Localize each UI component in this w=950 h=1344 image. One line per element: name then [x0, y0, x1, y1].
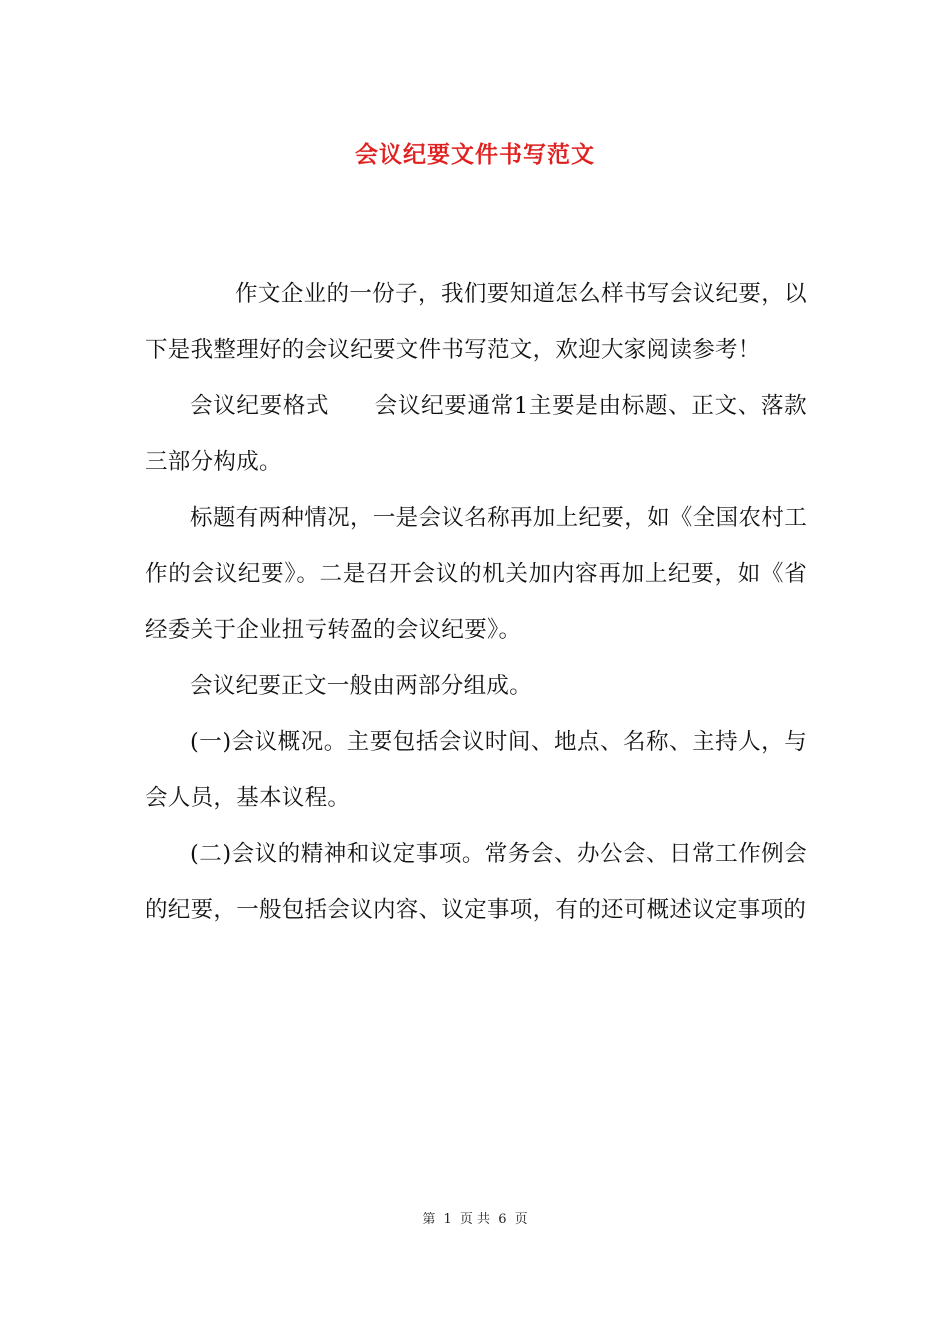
format-heading: 会议纪要格式	[190, 393, 330, 419]
footer-mid: 页 共	[459, 1212, 491, 1227]
paragraph-intro: 作文企业的一份子，我们要知道怎么样书写会议纪要，以下是我整理好的会议纪要文件书写范文，欢迎大家阅读参考！	[145, 281, 807, 363]
footer-total-pages: 6	[498, 1212, 507, 1227]
paragraph-title-types: 标题有两种情况，一是会议名称再加上纪要，如《全国农村工作的会议纪要》。二是召开会议的机关加内容再加上纪要，如《省经委关于企业扭亏转盈的会议纪要》。	[145, 505, 807, 643]
document-body	[145, 266, 807, 938]
footer-current-page: 1	[443, 1212, 452, 1227]
paragraph-decisions: (二)会议的精神和议定事项。常务会、办公会、日常工作例会的纪要，一般包括会议内容、议定事项，有的还可概述议定事项的	[145, 841, 807, 923]
format-body: 会议纪要通常1主要是由标题、正文、落款三部分构成。	[145, 393, 807, 475]
footer-prefix: 第	[422, 1212, 436, 1227]
page-footer	[0, 1208, 950, 1227]
paragraph-format	[145, 378, 807, 490]
footer-suffix: 页	[514, 1212, 528, 1227]
document-title: 会议纪要文件书写范文	[355, 141, 595, 168]
paragraph-overview: (一)会议概况。主要包括会议时间、地点、名称、主持人，与会人员，基本议程。	[145, 729, 807, 811]
paragraph-body-parts: 会议纪要正文一般由两部分组成。	[190, 673, 533, 699]
